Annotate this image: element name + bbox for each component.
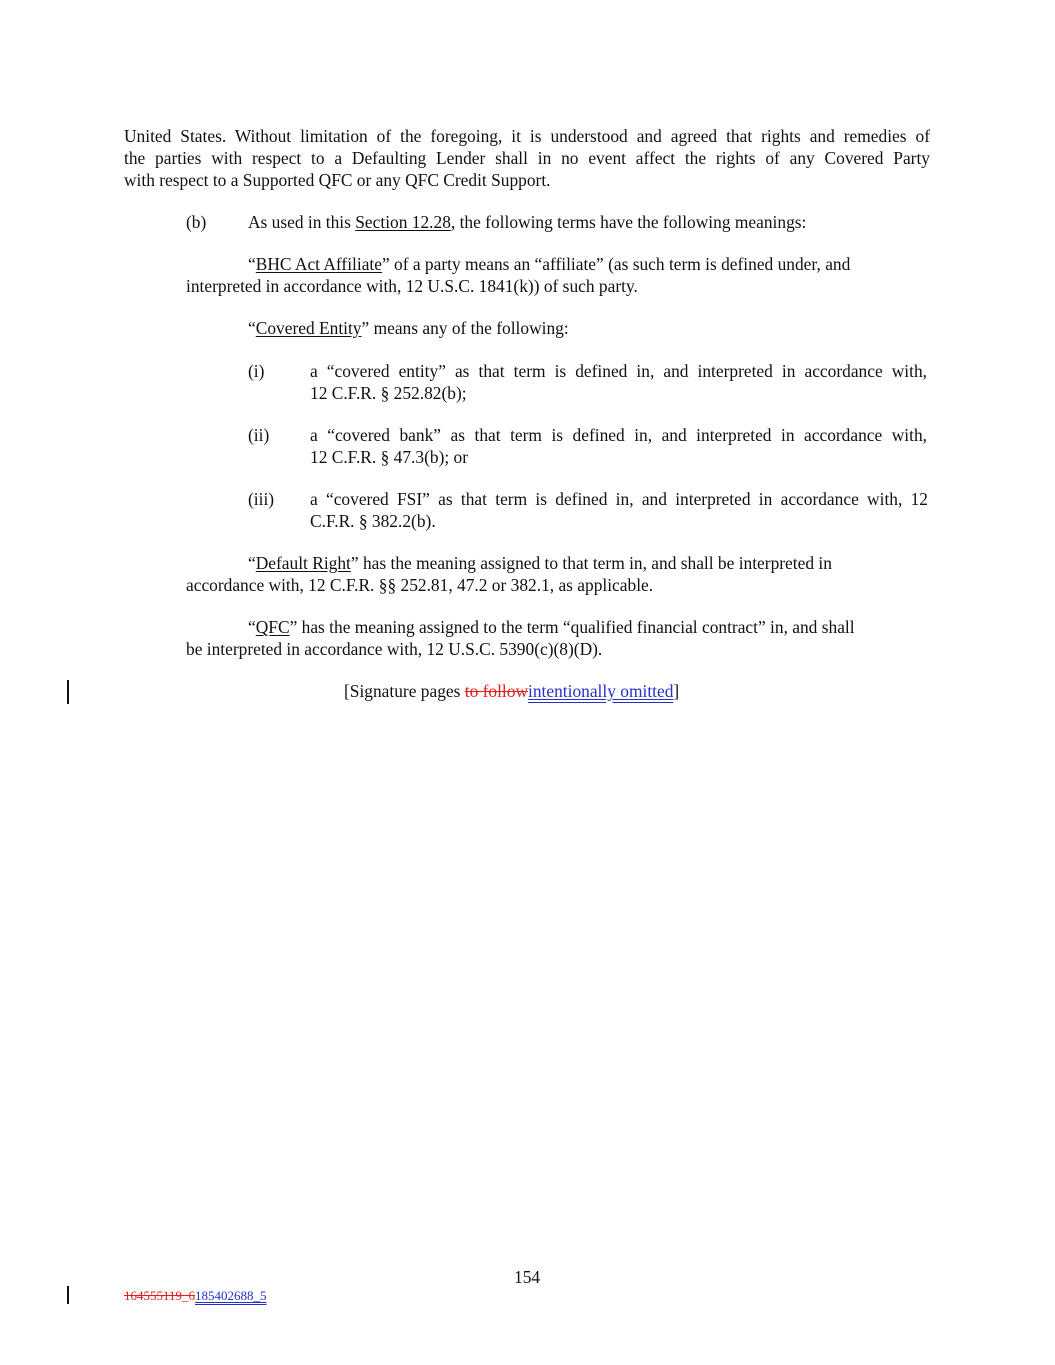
bhc-definition-line-1: [248, 253, 850, 275]
signature-inserted-text: intentionally omitted: [528, 681, 674, 701]
bhc-open-quote: “: [248, 254, 256, 274]
item-iii-label: (iii): [248, 489, 275, 509]
signature-prefix: [Signature pages: [344, 681, 465, 701]
intro-line-3: with respect to a Supported QFC or any QFC Credit Support.: [124, 170, 551, 190]
item-i-label: (i): [248, 361, 265, 381]
covered-entity-rest: ” means any of the following:: [361, 318, 569, 338]
signature-deleted-text: to follow: [464, 681, 529, 701]
covered-entity-definition: [248, 317, 569, 339]
default-right-definition-line-2: accordance with, 12 C.F.R. §§ 252.81, 47.2 or 382.1, as applicable.: [186, 575, 654, 595]
item-ii-line-2: 12 C.F.R. § 47.3(b); or: [310, 447, 469, 467]
clause-b-text-post: , the following terms have the following meanings:: [450, 212, 807, 232]
bhc-line1-rest: ” of a party means an “affiliate” (as such term is defined under, and: [381, 254, 851, 274]
intro-line-1: United States. Without limitation of the foregoing, it is understood and agreed that rights and remedies of: [124, 126, 930, 146]
default-right-term: Default Right: [255, 553, 351, 573]
item-iii-line-2: C.F.R. § 382.2(b).: [310, 511, 436, 531]
page-number: 154: [514, 1267, 541, 1287]
signature-suffix: ]: [673, 681, 680, 701]
qfc-definition-line-1: [248, 616, 855, 638]
covered-entity-open-quote: “: [248, 318, 256, 338]
intro-line-2: the parties with respect to a Defaulting Lender shall in no event affect the rights of any Covered Party: [124, 148, 930, 168]
doc-id-deleted: 164555119_6: [124, 1288, 196, 1303]
default-right-open-quote: “: [248, 553, 256, 573]
default-right-definition-line-1: [248, 552, 832, 574]
qfc-definition-line-2: be interpreted in accordance with, 12 U.S.C. 5390(c)(8)(D).: [186, 639, 603, 659]
item-ii-label: (ii): [248, 425, 270, 445]
item-i-line-1: a “covered entity” as that term is defined in, and interpreted in accordance with,: [310, 361, 927, 381]
covered-entity-term: Covered Entity: [255, 318, 362, 338]
change-bar-footer: [67, 1286, 69, 1304]
clause-b-text-pre: As used in this: [248, 212, 356, 232]
qfc-open-quote: “: [248, 617, 256, 637]
doc-id-inserted: 185402688_5: [195, 1288, 267, 1303]
signature-pages-line: [344, 680, 679, 702]
bhc-term: BHC Act Affiliate: [255, 254, 382, 274]
item-ii-line-1: a “covered bank” as that term is defined in, and interpreted in accordance with,: [310, 425, 927, 445]
qfc-term: QFC: [255, 617, 290, 637]
section-ref: Section 12.28: [355, 212, 451, 232]
item-i-line-2: 12 C.F.R. § 252.82(b);: [310, 383, 467, 403]
change-bar-signature: [67, 680, 69, 704]
default-right-line1-rest: ” has the meaning assigned to that term in, and shall be interpreted in: [350, 553, 832, 573]
doc-id: [124, 1288, 267, 1304]
bhc-definition-line-2: interpreted in accordance with, 12 U.S.C. 1841(k)) of such party.: [186, 276, 638, 296]
clause-b-label: (b): [186, 212, 207, 232]
item-iii-line-1: a “covered FSI” as that term is defined in, and interpreted in accordance with, 12: [310, 489, 928, 509]
clause-b-text: [248, 211, 806, 233]
qfc-line1-rest: ” has the meaning assigned to the term “qualified financial contract” in, and shall: [289, 617, 855, 637]
